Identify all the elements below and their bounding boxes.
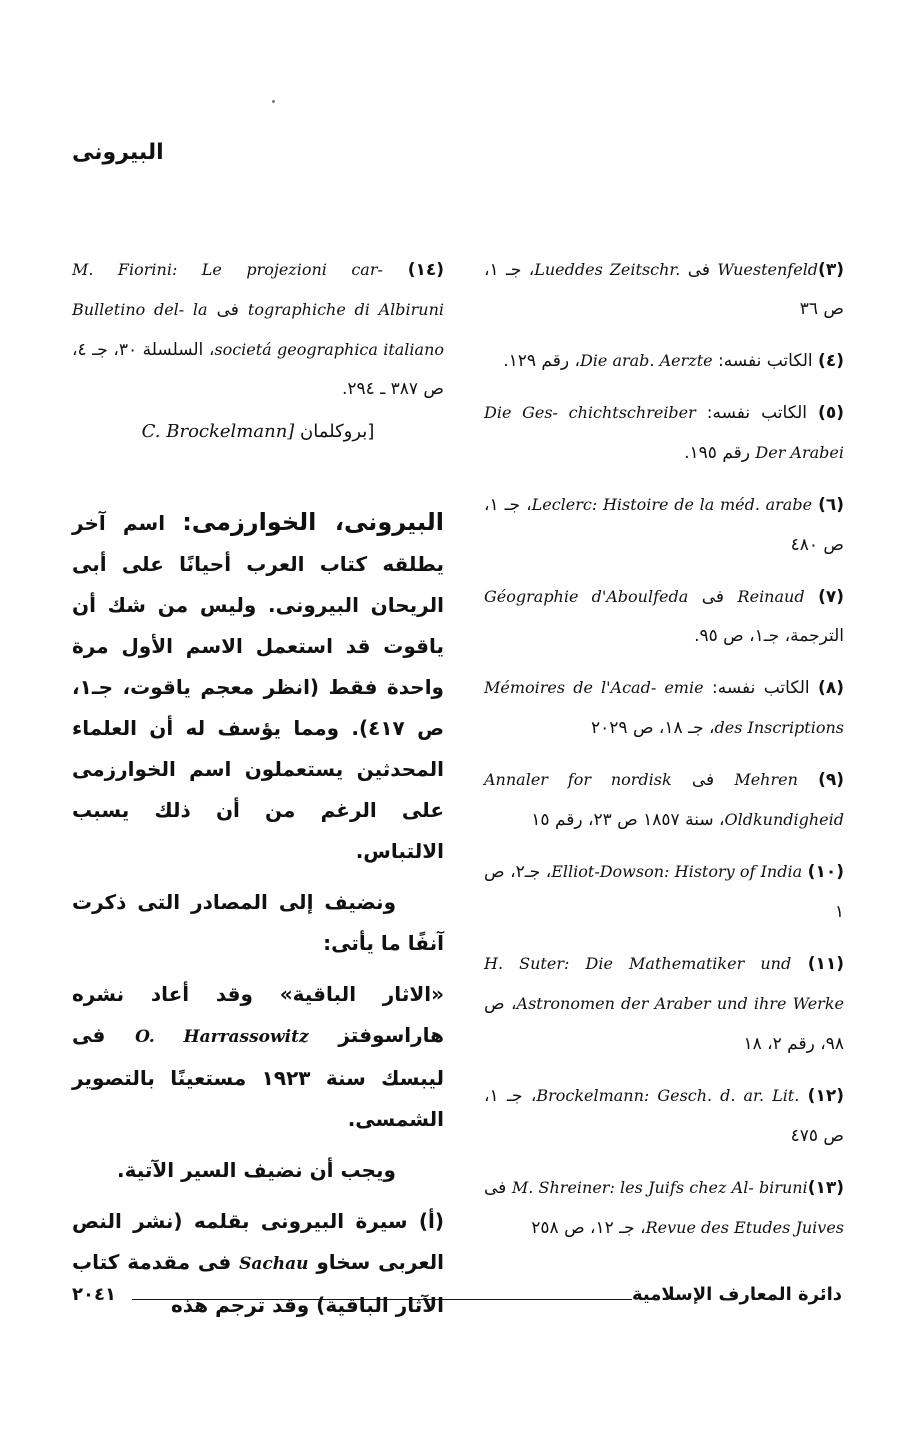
- article-paragraph-4: ويجب أن نضيف السير الآتية.: [117, 1158, 396, 1182]
- reference-number: (١٢): [807, 1086, 844, 1106]
- article-paragraph-3: [72, 974, 444, 1140]
- reference-middle: ، ص ٩٨، رقم ٢، ١٨: [484, 994, 844, 1054]
- article-paragraph-5-latin: Sachau: [239, 1254, 309, 1274]
- reference-details: ، السلسلة ٣٠، جـ ٤، ص ٣٨٧ ـ ٢٩٤.: [72, 340, 444, 399]
- reference-middle: ، جـ٢، ص ١: [484, 862, 844, 922]
- reference-number: (٣): [818, 260, 844, 280]
- reference-author-title: M. Fiorini: Le projezioni car- tographiche di Albiruni: [72, 260, 444, 319]
- reference-latin: Reinaud: [737, 587, 805, 606]
- reference-suffix: ، سنة ١٨٥٧ ص ٢٣، رقم ١٥: [531, 810, 725, 830]
- reference-number: (١٠): [807, 862, 844, 882]
- reference-latin: M. Shreiner: les Juifs chez Al- biruni: [511, 1178, 808, 1197]
- reference-latin: Mémoires de l'Acad- emie des Inscriptions: [484, 678, 844, 737]
- reference-middle: فى: [671, 770, 735, 790]
- reference-11: [484, 944, 844, 1064]
- reference-connector: فى: [216, 300, 239, 320]
- article-paragraph-5-a: (أ) سيرة البيرونى بقلمه (نشر النص العربى سخاو: [72, 1209, 445, 1274]
- reference-prefix: الكاتب نفسه:: [703, 678, 819, 698]
- reference-prefix: [791, 954, 807, 974]
- author-credit-arabic: [بروكلمان: [300, 421, 375, 442]
- reference-14: [72, 250, 444, 409]
- reference-suffix: الترجمة، جـ١، ص ٩٥.: [694, 626, 844, 646]
- reference-12: [484, 1076, 844, 1156]
- reference-13: [484, 1168, 844, 1248]
- reference-8: [484, 668, 844, 748]
- running-head: البيرونى: [72, 140, 164, 165]
- reference-middle: ، رقم ١٢٩.: [503, 351, 580, 371]
- reference-number: (٥): [818, 403, 844, 423]
- footer-rule: [132, 1299, 632, 1300]
- reference-number: (٩): [818, 770, 845, 790]
- reference-3: [484, 250, 844, 329]
- reference-number: (٨): [818, 678, 844, 698]
- reference-4: [484, 341, 844, 381]
- reference-middle: رقم ١٩٥.: [684, 443, 756, 463]
- reference-latin: Wuestenfeld: [717, 260, 819, 279]
- reference-latin: H. Suter: Die Mathematiker und Astronomen der Araber und ihre Werke: [484, 954, 844, 1013]
- reference-prefix: [805, 587, 818, 607]
- reference-middle: ، جـ ١، ص ٤٨٠: [484, 495, 844, 555]
- reference-latin-2: Annaler for nordisk Oldkundigheid: [484, 770, 844, 829]
- article-paragraph-1-text: اسم آخر يطلقه كتاب العرب أحيانًا على أبى الريحان البيرونى. وليس من شك أن ياقوت قد استعمل الاسم الأول مرة واحدة فقط (انظر معجم ياقوت، جـ١، ص ٤١٧). ومما يؤسف له أن العلماء المحدثين يستعملون اسم الخوارزمى على الرغم من أن ذلك يسبب الالتباس.: [72, 511, 444, 863]
- reference-prefix: [799, 1086, 807, 1106]
- author-credit-latin: C. Brockelmann]: [141, 421, 295, 442]
- article-paragraph-2: ونضيف إلى المصادر التى ذكرت آنفًا ما يأتى:: [72, 890, 444, 955]
- reference-prefix: الكاتب نفسه:: [712, 351, 819, 371]
- reference-latin: Elliot-Dowson: History of India: [551, 862, 803, 881]
- article-paragraph-5-b: فى مقدمة كتاب الآثار الباقية) وقد ترجم هذه: [72, 1250, 444, 1317]
- reference-number: (٤): [818, 351, 844, 371]
- page-footer: [72, 1284, 842, 1314]
- reference-latin-2: Géographie d'Aboulfeda: [484, 587, 689, 606]
- article-headword: البيرونى، الخوارزمى:: [182, 508, 444, 536]
- reference-middle: فى: [680, 260, 718, 280]
- reference-6: [484, 485, 844, 565]
- reference-number: (٧): [818, 587, 845, 607]
- reference-9: [484, 760, 844, 840]
- left-column: [72, 250, 444, 1336]
- reference-suffix: ، جـ ١، ص ٣٦: [484, 260, 844, 319]
- reference-latin: Brockelmann: Gesch. d. ar. Lit.: [536, 1086, 800, 1105]
- reference-number: (١١): [807, 954, 845, 974]
- article-paragraph-3-b: فى ليبسك سنة ١٩٢٣ مستعينًا بالتصوير الشمسى.: [72, 1023, 444, 1131]
- article-paragraph-1: [72, 502, 444, 872]
- journal-title: دائرة المعارف الإسلامية: [631, 1284, 842, 1305]
- reference-journal: Bulletino del- la societá geographica italiano: [72, 300, 444, 359]
- author-credit: [72, 421, 444, 442]
- reference-middle: ، جـ ١٨، ص ٢٠٢٩: [591, 718, 715, 738]
- reference-latin: Die Ges- chichtschreiber Der Arabei: [484, 403, 844, 462]
- reference-middle: فى: [484, 1178, 512, 1198]
- reference-number: (٦): [818, 495, 845, 515]
- reference-number: (١٤): [407, 260, 445, 280]
- reference-10: [484, 852, 844, 932]
- article-paragraph-3-latin: O. Harrassowitz: [135, 1027, 309, 1047]
- reference-suffix: ، جـ ١٢، ص ٢٥٨: [531, 1218, 646, 1238]
- reference-latin: Die arab. Aerzte: [579, 351, 713, 370]
- reference-number: (١٣): [807, 1178, 845, 1198]
- page-number: ٢٠٤١: [72, 1284, 116, 1305]
- reference-prefix: الكاتب نفسه:: [695, 403, 819, 423]
- article-paragraph-3-a: «الاثار الباقية» وقد أعاد نشره هاراسوفتز: [72, 982, 445, 1047]
- right-column: [484, 250, 844, 1260]
- reference-middle: فى: [688, 587, 738, 607]
- reference-latin-2: Revue des Etudes Juives: [645, 1218, 844, 1237]
- reference-latin: Leclerc: Histoire de la méd. arabe: [531, 495, 813, 514]
- speck: [272, 100, 275, 103]
- reference-5: [484, 393, 844, 473]
- reference-7: [484, 577, 844, 656]
- reference-latin-2: Lueddes Zeitschr.: [534, 260, 681, 279]
- reference-prefix: [798, 770, 818, 790]
- reference-latin: Mehren: [734, 770, 798, 789]
- reference-middle: ، جـ ١، ص ٤٧٥: [484, 1086, 844, 1146]
